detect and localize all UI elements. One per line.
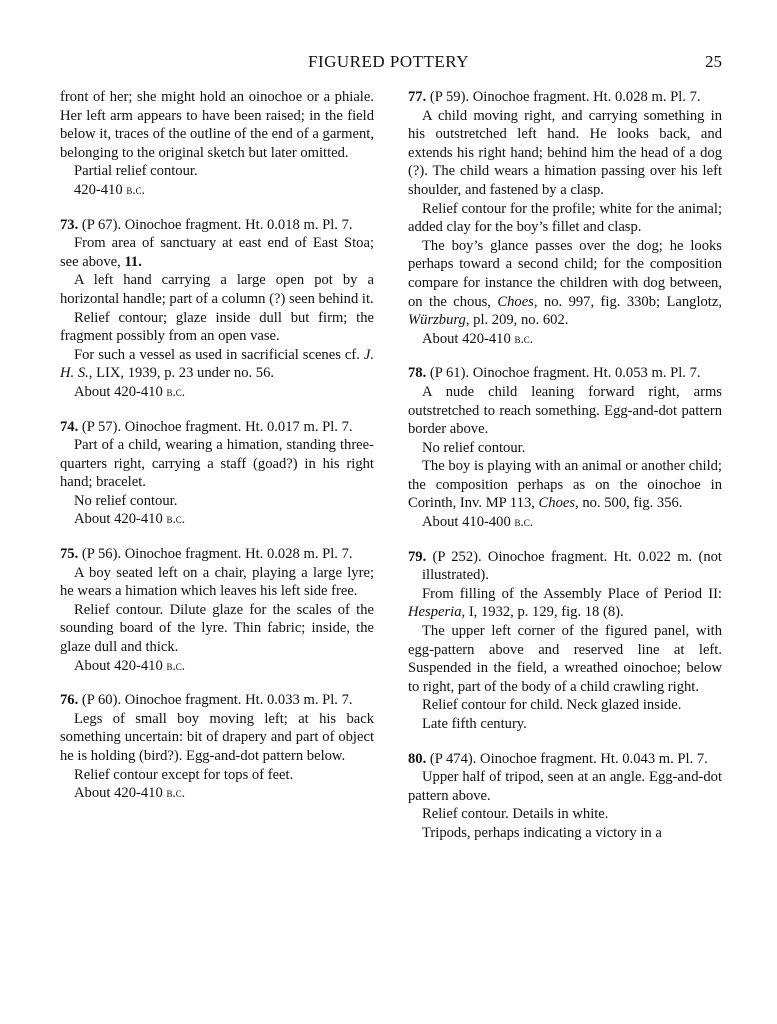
- paragraph: The upper left corner of the figured panel, with egg-pattern above and reserved line at left. Suspended in the field, a wreathed oinochoe; below to right, part of the body of a child crawling right.: [408, 623, 722, 695]
- entry-heading-text: (P 59). Oinochoe fragment. Ht. 0.028 m. Pl. 7.: [429, 89, 701, 105]
- publication-title: Choes: [497, 293, 534, 310]
- right-column: [408, 88, 722, 859]
- paragraph: Relief contour for child. Neck glazed inside.: [422, 697, 682, 714]
- entry-heading: [408, 750, 722, 769]
- date-range: About 420-410: [74, 657, 163, 674]
- paragraph: Relief contour except for tops of feet.: [74, 766, 294, 783]
- paragraph: [408, 585, 722, 622]
- journal-title: Hesperia: [408, 604, 462, 621]
- paragraph: [60, 234, 374, 271]
- era-abbrev: b.c.: [166, 383, 186, 399]
- entry-heading-text: (P 60). Oinochoe fragment. Ht. 0.033 m. Pl. 7.: [81, 692, 353, 709]
- era-abbrev: b.c.: [514, 514, 534, 530]
- paragraph: [408, 237, 722, 330]
- era-abbrev: b.c.: [126, 181, 145, 197]
- date-line: Late fifth century.: [422, 716, 527, 732]
- paragraph: No relief contour.: [74, 492, 178, 509]
- text: , no. 500, fig. 356.: [575, 495, 683, 512]
- entry-heading-text: (P 67). Oinochoe fragment. Ht. 0.018 m. Pl. 7.: [81, 216, 353, 233]
- date-line: [60, 657, 374, 676]
- date-line: [60, 181, 374, 200]
- era-abbrev: b.c.: [166, 657, 186, 673]
- entry-heading: [408, 364, 722, 383]
- paragraph: Upper half of tripod, seen at an angle. Egg-and-dot pattern above.: [408, 769, 722, 804]
- paragraph: Relief contour for the profile; white for the animal; added clay for the boy’s fillet and clasp.: [408, 200, 722, 236]
- entry-number: 73.: [60, 216, 79, 233]
- paragraph: A nude child leaning forward right, arms outstretched to reach something. Egg-and-dot pattern border above.: [408, 383, 722, 438]
- entry-heading: [60, 418, 374, 437]
- running-title: FIGURED POTTERY: [308, 52, 469, 71]
- era-abbrev: b.c.: [166, 785, 186, 801]
- date-range: About 420-410: [422, 330, 511, 347]
- entry-number: 74.: [60, 418, 79, 435]
- entry-number: 75.: [60, 546, 79, 563]
- text: The boy’s glance passes over the dog; he looks perhaps toward a second child; for the composition compare for instance the children with dog between, on the chous,: [408, 237, 722, 310]
- catalog-entry-77: [408, 88, 722, 348]
- journal-title: J. H. S.: [60, 346, 374, 382]
- entry-heading-text: (P 61). Oinochoe fragment. Ht. 0.053 m. Pl. 7.: [429, 365, 701, 382]
- text: From filling of the Assembly Place of Period II:: [422, 585, 722, 602]
- paragraph: A left hand carrying a large open pot by a horizontal handle; part of a column (?) seen behind it.: [60, 272, 374, 307]
- running-header: [0, 52, 777, 76]
- paragraph: Part of a child, wearing a himation, standing three-quarters right, carrying a staff (goad?) in his right hand; bracelet.: [60, 437, 374, 491]
- entry-72-continuation: [60, 88, 374, 200]
- date-line: [408, 513, 722, 532]
- paragraph: No relief contour.: [422, 439, 526, 456]
- entry-heading: [60, 545, 374, 564]
- date-line: [408, 330, 722, 349]
- era-abbrev: b.c.: [514, 330, 534, 346]
- entry-heading-text: (P 474). Oinochoe fragment. Ht. 0.043 m. Pl. 7.: [429, 750, 708, 767]
- paragraph: A boy seated left on a chair, playing a large lyre; he wears a himation which leaves his left side free.: [60, 564, 374, 600]
- date-line: [60, 383, 374, 402]
- entry-heading: [408, 548, 722, 585]
- paragraph: A child moving right, and carrying something in his outstretched left hand. He looks back, and extends his right hand; behind him the head of a dog (?). The child wears a himation passing over his left shoulder, and fastened by a clasp.: [408, 107, 722, 198]
- entry-number: 80.: [408, 750, 427, 767]
- publication-title: Würzburg: [408, 312, 466, 329]
- entry-heading-text: (P 56). Oinochoe fragment. Ht. 0.028 m. Pl. 7.: [81, 546, 353, 563]
- text: For such a vessel as used in sacrificial scenes cf.: [74, 346, 360, 363]
- date-range: About 420-410: [74, 785, 163, 802]
- catalog-entry-78: [408, 364, 722, 531]
- paragraph: Relief contour; glaze inside dull but firm; the fragment possibly from an open vase.: [60, 309, 374, 345]
- publication-title: Choes: [538, 495, 576, 512]
- catalog-entry-75: [60, 545, 374, 675]
- entry-heading-text: (P 57). Oinochoe fragment. Ht. 0.017 m. Pl. 7.: [81, 418, 353, 435]
- paragraph: front of her; she might hold an oinochoe or a phiale. Her left arm appears to have been raised; in the field below it, traces of the outline of the end of a garment, belonging to the original sketch but later omitted.: [60, 89, 374, 161]
- text: , pl. 209, no. 602.: [465, 312, 569, 329]
- entry-number: 76.: [60, 692, 79, 709]
- catalog-entry-79: [408, 548, 722, 734]
- text: From area of sanctuary at east end of East Stoa; see above,: [60, 235, 374, 270]
- entry-number: 77.: [408, 89, 427, 105]
- paragraph: Legs of small boy moving left; at his back something uncertain: bit of drapery and part of object he is holding (bird?). Egg-and-dot pattern below.: [60, 710, 374, 764]
- text: , LIX, 1939, p. 23 under no. 56.: [88, 365, 275, 382]
- text: The boy is playing with an animal or another child; the composition perhaps as on the oinochoe in Corinth, Inv. MP 113,: [408, 458, 722, 512]
- entry-heading-text: (P 252). Oinochoe fragment. Ht. 0.022 m. (not illustrated).: [422, 548, 722, 584]
- text: , I, 1932, p. 129, fig. 18 (8).: [461, 604, 624, 621]
- date-line: [60, 784, 374, 803]
- date-range: About 420-410: [74, 383, 163, 400]
- page-number: 25: [705, 52, 722, 71]
- date-range: About 420-410: [74, 511, 163, 528]
- paragraph: [60, 346, 374, 383]
- entry-heading: [60, 691, 374, 710]
- catalog-entry-73: [60, 216, 374, 402]
- paragraph: Relief contour. Dilute glaze for the scales of the sounding board of the lyre. Thin fabric; inside, the glaze dull and thick.: [60, 601, 374, 656]
- paragraph: [408, 457, 722, 513]
- date-range: 420-410: [74, 181, 123, 198]
- entry-heading: [60, 216, 374, 235]
- left-column: [60, 88, 374, 819]
- paragraph: Partial relief contour.: [74, 163, 198, 180]
- date-line: [60, 510, 374, 529]
- entry-number: 79.: [408, 548, 427, 565]
- paragraph: Relief contour. Details in white.: [422, 806, 609, 823]
- date-range: About 410-400: [422, 514, 511, 531]
- catalog-entry-80: [408, 750, 722, 843]
- paragraph: Tripods, perhaps indicating a victory in a: [422, 824, 662, 841]
- text: , no. 997, fig. 330b; Langlotz,: [533, 293, 722, 310]
- entry-number: 78.: [408, 365, 427, 382]
- catalog-entry-74: [60, 418, 374, 530]
- catalog-entry-76: [60, 691, 374, 803]
- entry-heading: [408, 88, 722, 107]
- era-abbrev: b.c.: [166, 511, 186, 527]
- cross-reference: 11.: [124, 253, 142, 270]
